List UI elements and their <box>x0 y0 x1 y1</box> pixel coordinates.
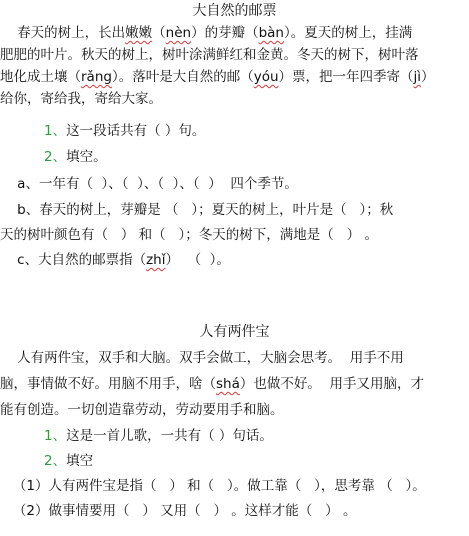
text-run: ）票，把一年四季寄（ <box>278 69 414 85</box>
text-run: 给你，寄给我，寄给大家。 <box>0 91 162 107</box>
text-run: ） <box>421 69 435 85</box>
text-run: c、大自然的邮票指（ <box>0 252 147 268</box>
fill-text: a、一年有（ ）、（ ）、（ ）、（ ） 四个季节。 <box>0 176 298 192</box>
text-run: （ <box>152 25 166 41</box>
s2-fill-1 <box>0 477 469 495</box>
s1-fill-b-cont <box>0 226 469 244</box>
question-text: 填空 <box>66 453 94 469</box>
s1-question-2 <box>0 148 469 166</box>
s1-fill-b <box>0 201 469 219</box>
s1-fill-c <box>0 251 469 269</box>
s1-question-1 <box>0 122 469 140</box>
question-text: 这一段话共有（ ）句。 <box>66 123 206 139</box>
text-run: 脑，事情做不好。用脑不用手，啥（ <box>0 376 216 392</box>
text-run: 能有创造。一切创造靠劳动，劳动要用手和脑。 <box>0 402 284 418</box>
text-run: 人有两件宝，双手和大脑。双手会做工，大脑会思考。 用手不用 <box>0 350 404 366</box>
fill-text: b、春天的树上，芽瓣是 （ ）；夏天的树上，叶片是（ ）；秋 <box>0 202 394 218</box>
question-number: 2、 <box>44 453 67 469</box>
question-number: 1、 <box>44 428 67 444</box>
fill-text: （1）人有两件宝是指（ ） 和（ ）。做工靠（ ），思考靠 （ ）。 <box>0 478 426 494</box>
text-run: ）的芽瓣（ <box>191 25 259 41</box>
s1-fill-a <box>0 175 469 193</box>
fill-text: （2）做事情要用（ ） 又用（ ） 。这样才能（ ） 。 <box>0 503 357 519</box>
text-run: 地化成土壤（ <box>0 69 81 85</box>
text-run: ） （ ）。 <box>165 252 230 268</box>
text-run: ）。落叶是大自然的邮（ <box>111 69 254 85</box>
s2-paragraph-line <box>0 349 469 367</box>
s2-question-2 <box>0 452 469 470</box>
underlined-word: nèn <box>165 25 192 41</box>
underlined-word: jì <box>413 69 422 85</box>
underlined-word: bàn <box>258 25 284 41</box>
text-run: ）。夏天的树上，挂满 <box>284 25 413 41</box>
section2-title: 人有两件宝 <box>199 324 270 340</box>
underlined-word: 嫩嫩 <box>125 25 153 41</box>
underlined-word: rǎng <box>81 69 112 85</box>
s2-fill-2 <box>0 502 469 520</box>
underlined-word: zhǐ <box>146 252 166 268</box>
text-run: 春天的树上，长出 <box>0 25 126 41</box>
underlined-word: yóu <box>253 69 279 85</box>
text-run: ）也做不好。 用手又用脑，才 <box>239 376 424 392</box>
text-run: 肥肥的叶片。秋天的树上，树叶涂满鲜红和金黄。冬天的树下，树叶落 <box>0 47 419 63</box>
s2-question-1 <box>0 427 469 445</box>
s2-paragraph-line <box>0 375 469 393</box>
question-text: 填空。 <box>66 149 107 165</box>
fill-text: 天的树叶颜色有（ ） 和（ ）；冬天的树下，满地是（ ） 。 <box>0 227 378 243</box>
question-number: 1、 <box>44 123 67 139</box>
s1-paragraph-line <box>0 24 469 42</box>
s1-paragraph-line <box>0 90 469 108</box>
question-number: 2、 <box>44 149 67 165</box>
s1-paragraph-line <box>0 68 469 86</box>
s2-paragraph-line <box>0 401 469 419</box>
s1-paragraph-line <box>0 46 469 64</box>
question-text: 这是一首儿歌，一共有（ ）句话。 <box>66 428 273 444</box>
underlined-word: shá <box>216 376 240 392</box>
section1-title: 大自然的邮票 <box>192 3 277 19</box>
